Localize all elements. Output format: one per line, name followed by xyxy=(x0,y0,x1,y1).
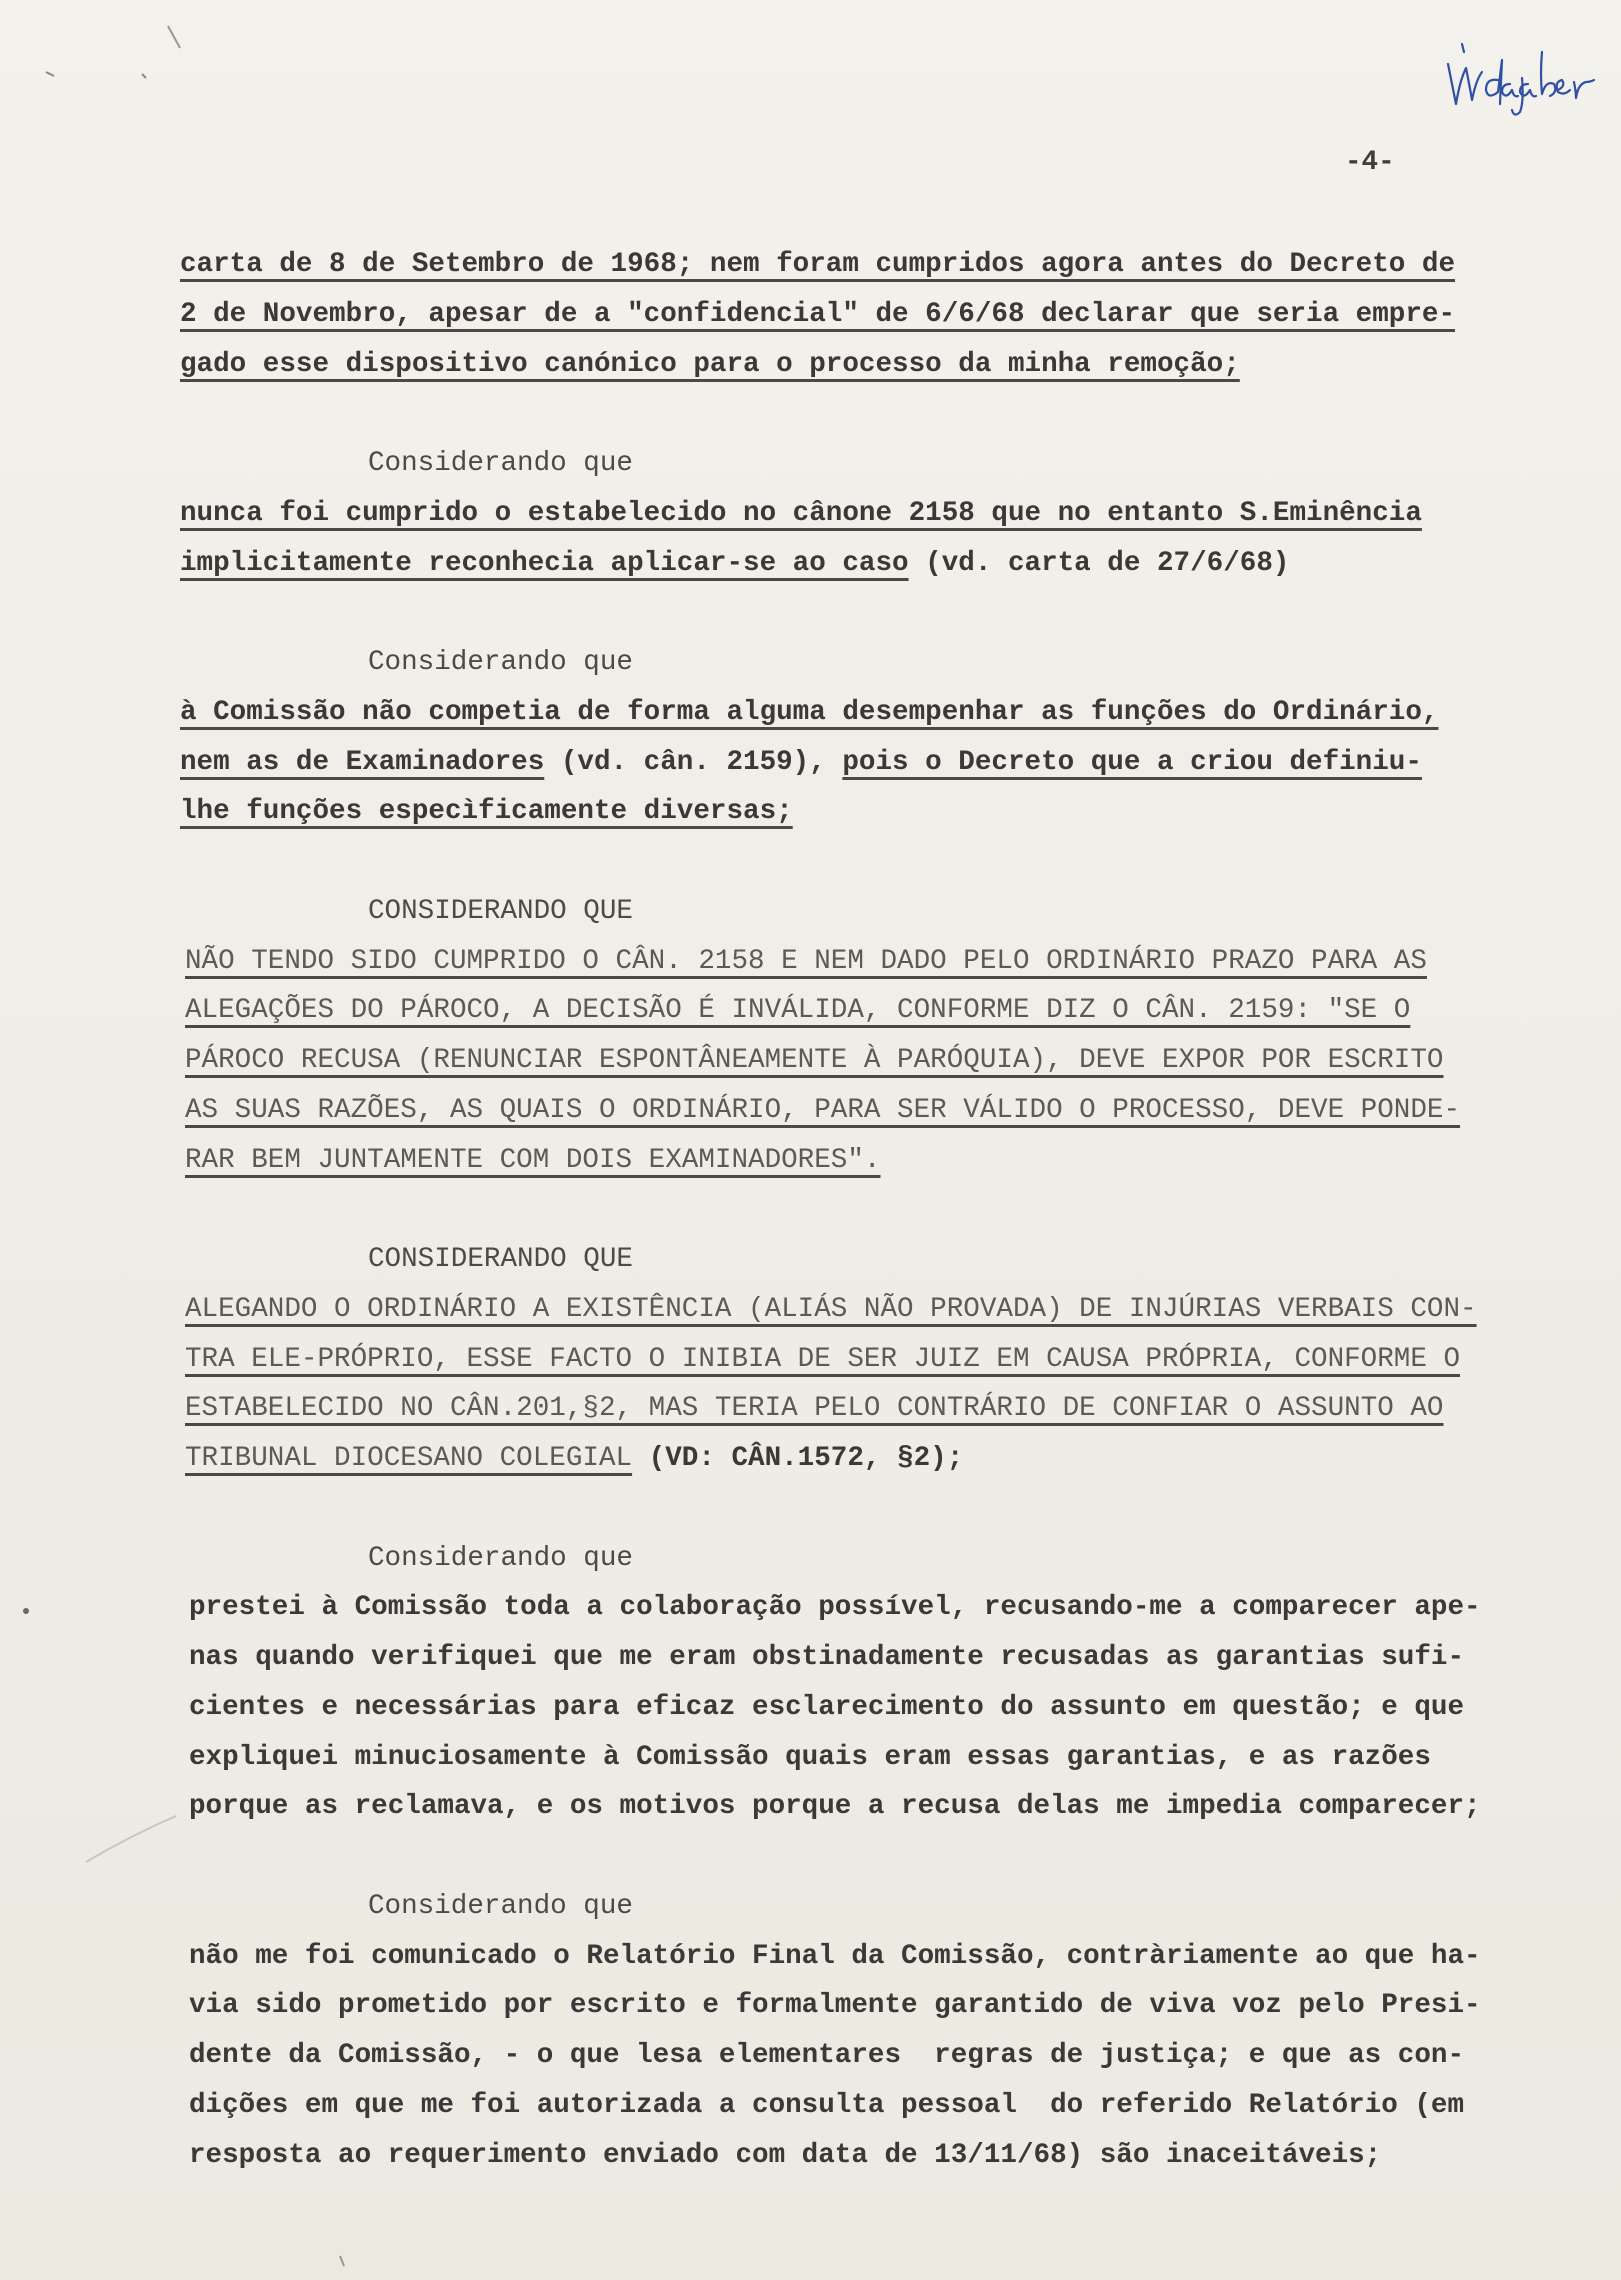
underlined-text: nem as de Examinadores xyxy=(180,746,545,778)
blank-line xyxy=(0,1832,1621,1882)
paper-speck xyxy=(142,74,146,78)
considerando-section xyxy=(0,887,1621,1186)
line-text: (VD: CÂN.1572, §2); xyxy=(632,1443,964,1474)
paragraph-line: nas quando verifiquei que me eram obstinadamente recusadas as garantias sufi- xyxy=(189,1642,1465,1673)
section-heading: Considerando que xyxy=(368,448,633,479)
underlined-text: PÁROCO RECUSA (RENUNCIAR ESPONTÂNEAMENTE À PARÓQUIA), DEVE EXPOR POR ESCRITO xyxy=(185,1045,1444,1076)
blank-line xyxy=(0,1185,1621,1235)
paragraph-line xyxy=(0,340,1621,390)
paragraph-line xyxy=(0,539,1621,589)
section-heading: CONSIDERANDO QUE xyxy=(368,1244,633,1275)
underlined-text: AS SUAS RAZÕES, AS QUAIS O ORDINÁRIO, PARA SER VÁLIDO O PROCESSO, DEVE PONDE- xyxy=(185,1094,1461,1126)
considerando-section xyxy=(0,1534,1621,1833)
paragraph-line xyxy=(0,787,1621,837)
paragraph-line xyxy=(0,1285,1621,1335)
paragraph-line xyxy=(0,489,1621,539)
paragraph-line xyxy=(0,1036,1621,1086)
paragraph-line xyxy=(0,1434,1621,1484)
paper-scratch xyxy=(168,26,180,48)
section-heading: CONSIDERANDO QUE xyxy=(368,895,633,927)
underlined-text: ALEGAÇÕES DO PÁROCO, A DECISÃO É INVÁLIDA, CONFORME DIZ O CÂN. 2159: "SE O xyxy=(185,995,1411,1027)
paragraph-line xyxy=(0,1335,1621,1385)
page-number: -4- xyxy=(1345,147,1395,178)
considerando-section xyxy=(0,638,1621,837)
paper-speck xyxy=(340,2256,344,2266)
paragraph-line: porque as reclamava, e os motivos porque a recusa delas me impedia comparecer; xyxy=(189,1791,1481,1823)
underlined-text: à Comissão não competia de forma alguma desempenhar as funções do Ordinário, xyxy=(180,696,1439,728)
paragraph-line xyxy=(0,986,1621,1036)
section-heading: Considerando que xyxy=(368,647,633,678)
paragraph-line: via sido prometido por escrito e formalmente garantido de viva voz pelo Presi- xyxy=(189,1990,1481,2022)
paragraph-line: dente da Comissão, - o que lesa elementares regras de justiça; e que as con- xyxy=(189,2040,1465,2071)
paragraph-line xyxy=(0,1136,1621,1186)
paragraph-line: não me foi comunicado o Relatório Final da Comissão, contràriamente ao que ha- xyxy=(189,1940,1481,1972)
paper-speck xyxy=(46,72,54,76)
underlined-text: carta de 8 de Setembro de 1968; nem foram cumpridos agora antes do Decreto de xyxy=(180,249,1456,280)
underlined-text: RAR BEM JUNTAMENTE COM DOIS EXAMINADORES". xyxy=(185,1144,881,1176)
paragraph-line: prestei à Comissão toda a colaboração possível, recusando-me a comparecer ape- xyxy=(189,1592,1481,1624)
document-body xyxy=(0,240,1621,2180)
paragraph-line: expliquei minuciosamente à Comissão quais eram essas garantias, e as razões xyxy=(189,1741,1431,1773)
section-heading: Considerando que xyxy=(368,1890,633,1922)
blank-line xyxy=(0,389,1621,439)
paragraph-line: resposta ao requerimento enviado com data de 13/11/68) são inaceitáveis; xyxy=(189,2139,1382,2171)
underlined-text: ALEGANDO O ORDINÁRIO A EXISTÊNCIA (ALIÁS NÃO PROVADA) DE INJÚRIAS VERBAIS CON- xyxy=(185,1293,1477,1325)
paragraph-line xyxy=(0,290,1621,340)
section-heading: Considerando que xyxy=(368,1542,633,1574)
line-text: (vd. cân. 2159), xyxy=(544,746,843,778)
underlined-text: implicitamente reconhecia aplicar-se ao caso xyxy=(180,547,909,579)
handwritten-signature xyxy=(1440,34,1610,120)
blank-line xyxy=(0,837,1621,887)
underlined-text: gado esse dispositivo canónico para o processo da minha remoção; xyxy=(180,348,1240,380)
blank-line xyxy=(0,1484,1621,1534)
paragraph-line xyxy=(0,1086,1621,1136)
underlined-text: NÃO TENDO SIDO CUMPRIDO O CÂN. 2158 E NEM DADO PELO ORDINÁRIO PRAZO PARA AS xyxy=(185,945,1427,977)
considerando-section xyxy=(0,439,1621,588)
paragraph-line xyxy=(0,240,1621,290)
blank-line xyxy=(0,588,1621,638)
underlined-text: pois o Decreto que a criou definiu- xyxy=(842,746,1422,778)
underlined-text: 2 de Novembro, apesar de a "confidencial" de 6/6/68 declarar que seria empre- xyxy=(180,298,1456,330)
underlined-text: lhe funções especìficamente diversas; xyxy=(180,796,793,828)
paragraph-line xyxy=(0,688,1621,738)
considerando-section xyxy=(0,1882,1621,2181)
underlined-text: nunca foi cumprido o estabelecido no cânone 2158 que no entanto S.Eminência xyxy=(180,497,1422,529)
underlined-text: ESTABELECIDO NO CÂN.201,§2, MAS TERIA PELO CONTRÁRIO DE CONFIAR O ASSUNTO AO xyxy=(185,1393,1444,1425)
paragraph-line: dições em que me foi autorizada a consulta pessoal do referido Relatório (em xyxy=(189,2089,1465,2121)
paragraph-line xyxy=(0,937,1621,987)
underlined-text: TRA ELE-PRÓPRIO, ESSE FACTO O INIBIA DE SER JUIZ EM CAUSA PRÓPRIA, CONFORME O xyxy=(185,1343,1461,1375)
considerando-section xyxy=(0,1235,1621,1484)
underlined-text: TRIBUNAL DIOCESANO COLEGIAL xyxy=(185,1443,633,1474)
paragraph-line: cientes e necessárias para eficaz esclarecimento do assunto em questão; e que xyxy=(189,1691,1465,1723)
continuation-paragraph xyxy=(0,240,1621,389)
line-text: (vd. carta de 27/6/68) xyxy=(908,547,1290,579)
paragraph-line xyxy=(0,738,1621,788)
paragraph-line xyxy=(0,1384,1621,1434)
